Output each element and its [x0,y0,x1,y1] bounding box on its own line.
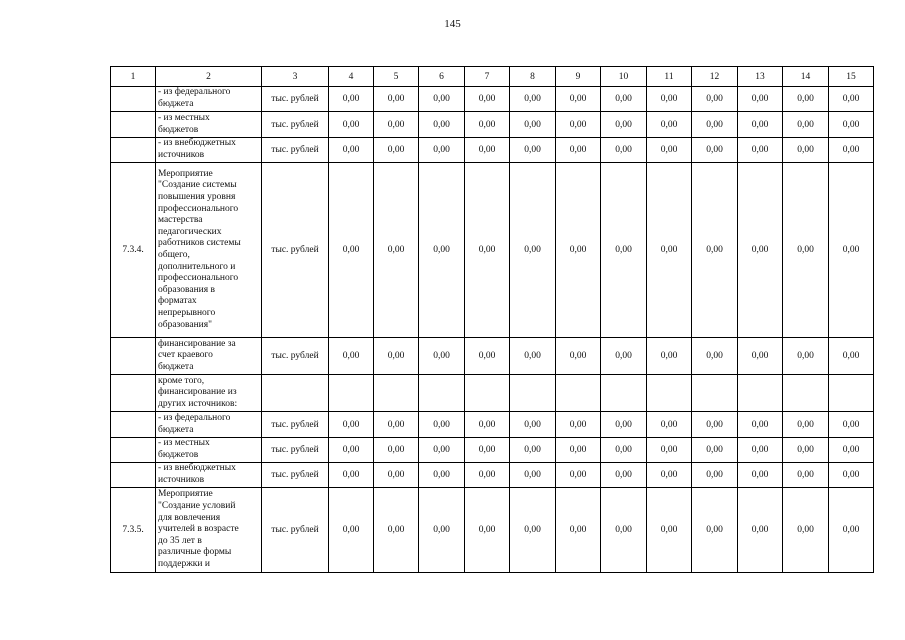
value-cell [510,375,556,412]
value-cell: 0,00 [374,338,419,375]
row-label: Мероприятие "Создание системы повышения уровня профессионального мастерства педагогических работников системы общего, дополнительного и профессионального образования в форматах непрерывного образования" [156,163,262,338]
value-cell: 0,00 [419,163,465,338]
value-cell: 0,00 [692,163,738,338]
value-cell [783,375,829,412]
column-header: 4 [329,67,374,87]
row-label: - из внебюджетных источников [156,138,262,163]
column-header: 8 [510,67,556,87]
value-cell: 0,00 [829,488,874,573]
value-cell: 0,00 [692,412,738,438]
table-row [111,338,874,375]
row-unit: тыс. рублей [262,87,329,112]
value-cell: 0,00 [556,112,601,138]
row-unit: тыс. рублей [262,112,329,138]
value-cell [374,375,419,412]
value-cell: 0,00 [647,488,692,573]
value-cell: 0,00 [601,438,647,463]
column-header: 12 [692,67,738,87]
value-cell: 0,00 [647,87,692,112]
table-row [111,163,874,338]
value-cell [419,375,465,412]
row-unit: тыс. рублей [262,438,329,463]
row-code: 7.3.4. [111,163,156,338]
value-cell: 0,00 [374,87,419,112]
value-cell [829,375,874,412]
value-cell: 0,00 [647,412,692,438]
value-cell: 0,00 [692,138,738,163]
row-label: - из местных бюджетов [156,112,262,138]
value-cell: 0,00 [738,412,783,438]
value-cell: 0,00 [783,488,829,573]
row-code [111,338,156,375]
value-cell: 0,00 [556,463,601,488]
value-cell: 0,00 [738,338,783,375]
value-cell: 0,00 [419,338,465,375]
value-cell: 0,00 [738,138,783,163]
value-cell: 0,00 [601,163,647,338]
value-cell: 0,00 [647,163,692,338]
value-cell: 0,00 [601,112,647,138]
value-cell: 0,00 [419,463,465,488]
value-cell: 0,00 [783,112,829,138]
row-label: - из федерального бюджета [156,412,262,438]
value-cell: 0,00 [738,112,783,138]
value-cell: 0,00 [329,488,374,573]
header-row [111,67,874,87]
value-cell: 0,00 [374,463,419,488]
value-cell: 0,00 [601,138,647,163]
value-cell: 0,00 [829,438,874,463]
value-cell: 0,00 [783,412,829,438]
value-cell: 0,00 [829,338,874,375]
table-row [111,375,874,412]
column-header: 13 [738,67,783,87]
value-cell: 0,00 [465,438,510,463]
row-code [111,87,156,112]
value-cell: 0,00 [329,87,374,112]
table-row [111,87,874,112]
column-header: 15 [829,67,874,87]
row-unit: тыс. рублей [262,163,329,338]
value-cell: 0,00 [510,87,556,112]
value-cell: 0,00 [647,138,692,163]
value-cell: 0,00 [510,412,556,438]
value-cell: 0,00 [465,412,510,438]
value-cell: 0,00 [783,463,829,488]
row-label: финансирование за счет краевого бюджета [156,338,262,375]
column-header: 6 [419,67,465,87]
value-cell: 0,00 [419,488,465,573]
row-unit: тыс. рублей [262,138,329,163]
value-cell: 0,00 [829,87,874,112]
table-row [111,138,874,163]
column-header: 11 [647,67,692,87]
column-header: 10 [601,67,647,87]
table-row [111,112,874,138]
column-header: 9 [556,67,601,87]
row-label: - из местных бюджетов [156,438,262,463]
table-row [111,438,874,463]
value-cell: 0,00 [601,488,647,573]
value-cell: 0,00 [329,412,374,438]
value-cell: 0,00 [556,488,601,573]
value-cell [465,375,510,412]
row-code [111,412,156,438]
value-cell: 0,00 [556,163,601,338]
row-code [111,375,156,412]
value-cell: 0,00 [692,438,738,463]
value-cell: 0,00 [783,338,829,375]
value-cell [556,375,601,412]
value-cell: 0,00 [692,87,738,112]
value-cell: 0,00 [738,163,783,338]
value-cell: 0,00 [419,87,465,112]
value-cell: 0,00 [647,112,692,138]
value-cell: 0,00 [329,112,374,138]
row-unit: тыс. рублей [262,488,329,573]
value-cell: 0,00 [783,438,829,463]
column-header: 2 [156,67,262,87]
column-header: 3 [262,67,329,87]
value-cell: 0,00 [556,438,601,463]
value-cell: 0,00 [829,138,874,163]
value-cell [738,375,783,412]
value-cell: 0,00 [419,112,465,138]
value-cell: 0,00 [510,112,556,138]
table-row [111,488,874,573]
value-cell: 0,00 [738,463,783,488]
value-cell: 0,00 [556,138,601,163]
value-cell: 0,00 [783,87,829,112]
value-cell: 0,00 [374,112,419,138]
row-code [111,112,156,138]
value-cell: 0,00 [419,438,465,463]
value-cell: 0,00 [510,438,556,463]
value-cell: 0,00 [829,412,874,438]
value-cell: 0,00 [465,163,510,338]
row-unit [262,375,329,412]
column-header: 5 [374,67,419,87]
value-cell: 0,00 [601,338,647,375]
value-cell: 0,00 [329,438,374,463]
value-cell: 0,00 [783,138,829,163]
value-cell: 0,00 [329,338,374,375]
value-cell: 0,00 [419,138,465,163]
value-cell: 0,00 [465,112,510,138]
table-row [111,412,874,438]
value-cell: 0,00 [601,87,647,112]
column-header: 7 [465,67,510,87]
value-cell: 0,00 [465,488,510,573]
value-cell: 0,00 [692,488,738,573]
table-row [111,463,874,488]
value-cell [601,375,647,412]
row-code [111,138,156,163]
value-cell [647,375,692,412]
value-cell: 0,00 [374,412,419,438]
value-cell: 0,00 [692,112,738,138]
value-cell: 0,00 [374,488,419,573]
value-cell: 0,00 [374,438,419,463]
budget-table [110,66,874,573]
value-cell: 0,00 [510,163,556,338]
value-cell: 0,00 [510,338,556,375]
value-cell: 0,00 [556,412,601,438]
value-cell: 0,00 [783,163,829,338]
row-unit: тыс. рублей [262,412,329,438]
row-code: 7.3.5. [111,488,156,573]
value-cell: 0,00 [419,412,465,438]
value-cell: 0,00 [829,463,874,488]
value-cell: 0,00 [601,412,647,438]
value-cell: 0,00 [647,463,692,488]
value-cell: 0,00 [510,488,556,573]
value-cell: 0,00 [510,463,556,488]
value-cell: 0,00 [601,463,647,488]
value-cell: 0,00 [465,138,510,163]
value-cell: 0,00 [738,438,783,463]
value-cell: 0,00 [738,87,783,112]
row-code [111,438,156,463]
value-cell: 0,00 [556,87,601,112]
value-cell: 0,00 [374,163,419,338]
value-cell [329,375,374,412]
value-cell: 0,00 [329,163,374,338]
value-cell: 0,00 [465,338,510,375]
value-cell: 0,00 [738,488,783,573]
value-cell: 0,00 [374,138,419,163]
value-cell [692,375,738,412]
row-code [111,463,156,488]
value-cell: 0,00 [465,87,510,112]
value-cell: 0,00 [829,163,874,338]
value-cell: 0,00 [692,463,738,488]
value-cell: 0,00 [556,338,601,375]
value-cell: 0,00 [329,138,374,163]
page-number: 145 [444,18,461,30]
value-cell: 0,00 [329,463,374,488]
value-cell: 0,00 [510,138,556,163]
column-header: 1 [111,67,156,87]
value-cell: 0,00 [465,463,510,488]
value-cell: 0,00 [692,338,738,375]
row-unit: тыс. рублей [262,338,329,375]
row-label: кроме того, финансирование из других источников: [156,375,262,412]
value-cell: 0,00 [647,438,692,463]
row-label: Мероприятие "Создание условий для вовлечения учителей в возрасте до 35 лет в различные формы поддержки и [156,488,262,573]
row-label: - из федерального бюджета [156,87,262,112]
value-cell: 0,00 [829,112,874,138]
value-cell: 0,00 [647,338,692,375]
row-label: - из внебюджетных источников [156,463,262,488]
row-unit: тыс. рублей [262,463,329,488]
column-header: 14 [783,67,829,87]
